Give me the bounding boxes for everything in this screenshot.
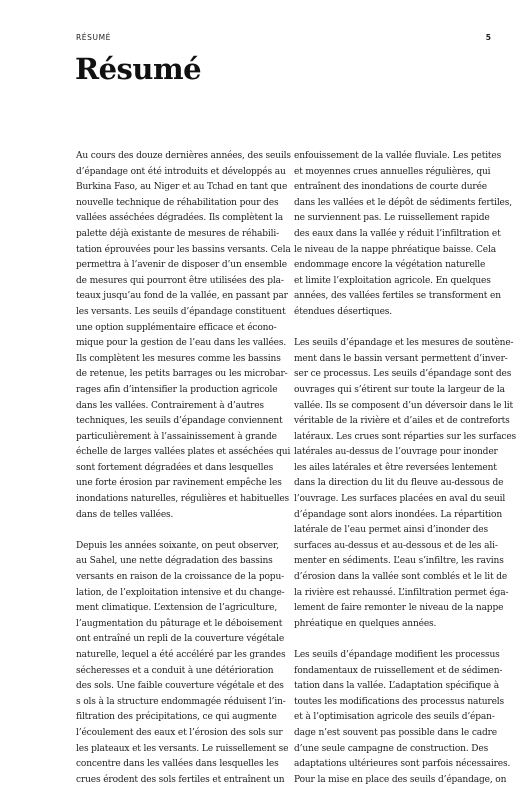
text-line: permettra à l’avenir de disposer d’un ensemble	[76, 260, 287, 271]
text-line: naturelle, lequel a été accéléré par les grandes	[76, 650, 286, 660]
text-line: techniques, les seuils d’épandage conviennent	[76, 416, 283, 427]
text-line: ne surviennent pas. Le ruissellement rapide	[294, 213, 490, 224]
text-line: latéraux. Les crues sont réparties sur les surfaces	[294, 431, 517, 442]
text-line: Pour la mise en place des seuils d’épandage, on	[294, 774, 507, 785]
page-number: 5	[485, 33, 491, 42]
text-line: teaux jusqu’au fond de la vallée, en passant par	[76, 291, 288, 302]
text-line: et à l’optimisation agricole des seuils d’épan-	[294, 712, 495, 723]
paragraph	[294, 336, 517, 632]
text-line: Au cours des douze dernières années, des seuils	[76, 151, 291, 161]
text-line: une option supplémentaire efficace et écono-	[76, 322, 277, 333]
text-line: rages afin d’intensifier la production agricole	[76, 384, 278, 395]
text-line: et moyennes crues annuelles régulières, qui	[294, 166, 491, 177]
text-line: lement de faire remonter le niveau de la nappe	[294, 603, 504, 614]
text-line: endommage encore la végétation naturelle	[294, 260, 486, 271]
text-line: véritable de la rivière et d’ailes et de contreforts	[294, 416, 510, 427]
text-line: l’écoulement des eaux et l’érosion des sols sur	[76, 727, 283, 738]
text-line: inondations naturelles, régulières et habituelles	[76, 494, 290, 505]
text-line: les versants. Les seuils d’épandage constituent	[76, 306, 286, 317]
text-line: latérale de l’eau permet ainsi d’inonder des	[294, 525, 488, 536]
text-line: d’épandage ont été introduits et développés au	[76, 166, 286, 177]
text-line: étendues désertiques.	[294, 306, 392, 317]
text-line: dans les vallées et le dépôt de sédiments fertiles,	[294, 197, 512, 208]
text-line: toutes les modifications des processus naturels	[294, 696, 505, 707]
text-line: s ols à la structure endommagée réduisent l’in-	[76, 696, 286, 707]
text-line: Les seuils d’épandage et les mesures de soutène-	[294, 338, 514, 349]
text-line: surfaces au-dessus et au-dessous et de les ali-	[294, 540, 498, 551]
text-line: Ils complètent les mesures comme les bassins	[76, 353, 281, 364]
paragraph	[294, 149, 512, 321]
text-line: les plateaux et les versants. Le ruissellement se	[76, 743, 289, 754]
text-line: échelle de larges vallées plates et asséchées qui	[76, 447, 291, 458]
text-line: de retenue, les petits barrages ou les microbar-	[76, 369, 288, 380]
text-line: Depuis les années soixante, on peut observer,	[76, 540, 279, 551]
text-line: et limite l’exploitation agricole. En quelques	[294, 275, 491, 286]
text-line: le niveau de la nappe phréatique baisse. Cela	[294, 244, 496, 255]
text-line: une forte érosion par ravinement empêche les	[76, 478, 282, 489]
text-line: la rivière est rehaussé. L’infiltration permet éga-	[294, 587, 509, 598]
text-line: d’érosion dans la vallée sont comblés et le lit de	[294, 572, 508, 583]
text-line: vallées asséchées dégradées. Ils complètent la	[76, 213, 284, 224]
text-line: dans de telles vallées.	[76, 509, 174, 520]
text-line: ont entraîné un repli de la couverture végétale	[76, 634, 285, 645]
text-line: vallée. Ils se composent d’un déversoir dans le lit	[294, 400, 514, 411]
text-line: lation, de l’exploitation intensive et du change-	[76, 587, 285, 598]
text-line: d’épandage sont alors inondées. La répartition	[294, 509, 503, 520]
text-line: des sols. Une faible couverture végétale et des	[76, 681, 284, 692]
text-line: latérales au-dessus de l’ouvrage pour inonder	[294, 447, 498, 458]
text-line: nouvelle technique de réhabilitation pour des	[76, 197, 279, 208]
text-line: versants en raison de la croissance de la popu-	[76, 572, 285, 583]
text-line: au Sahel, une nette dégradation des bassins	[76, 556, 273, 567]
left-text-column	[76, 149, 291, 804]
running-head: RÉSUMÉ	[76, 33, 112, 42]
text-line: concentre dans les vallées dans lesquelles les	[76, 759, 279, 770]
paragraph	[76, 149, 291, 523]
text-line: années, des vallées fertiles se transforment en	[294, 291, 501, 302]
text-line: enfouissement de la vallée fluviale. Les petites	[294, 151, 502, 161]
text-line: adaptations ultérieures sont parfois nécessaires.	[294, 759, 511, 770]
text-line: d’une seule campagne de construction. Des	[294, 743, 489, 754]
text-line: des eaux dans la vallée y réduit l’infiltration et	[294, 228, 501, 239]
text-line: menter en sédiments. L’eau s’infiltre, les ravins	[294, 556, 504, 567]
text-line: ment climatique. L’extension de l’agriculture,	[76, 603, 278, 614]
text-line: filtration des précipitations, ce qui augmente	[76, 712, 277, 723]
text-line: mique pour la gestion de l’eau dans les vallées.	[76, 338, 287, 349]
text-line: Les seuils d’épandage modifient les processus	[294, 650, 500, 660]
page-title: Résumé	[75, 52, 202, 86]
text-line: ment dans le bassin versant permettent d’inver-	[294, 353, 508, 364]
paragraph	[76, 539, 289, 789]
text-line: ouvrages qui s’étirent sur toute la largeur de la	[294, 384, 505, 395]
text-line: dans la direction du lit du fleuve au-dessous de	[294, 478, 504, 489]
text-line: particulièrement à l’assainissement à grande	[76, 431, 277, 442]
text-line: crues érodent des sols fertiles et entraînent un	[76, 774, 285, 785]
text-line: les ailes latérales et être reversées lentement	[294, 462, 497, 473]
text-line: sont fortement dégradées et dans lesquelles	[76, 462, 274, 473]
text-line: palette déjà existante de mesures de réhabili-	[76, 228, 280, 239]
text-line: Burkina Faso, au Niger et au Tchad en tant que	[76, 182, 288, 193]
text-line: sécheresses et a conduit à une détérioration	[76, 665, 274, 676]
text-line: ser ce processus. Les seuils d’épandage sont des	[294, 369, 512, 380]
text-line: dans les vallées. Contrairement à d’autres	[76, 400, 264, 411]
text-line: dage n’est souvent pas possible dans le cadre	[294, 727, 498, 738]
text-line: entraînent des inondations de courte durée	[294, 182, 488, 193]
text-line: l’augmentation du pâturage et le déboisement	[76, 618, 283, 629]
text-line: l’ouvrage. Les surfaces placées en aval du seuil	[294, 494, 506, 505]
text-line: fondamentaux de ruissellement et de sédimen-	[294, 665, 503, 676]
text-line: tation dans la vallée. L’adaptation spécifique à	[294, 681, 499, 692]
text-line: tation éprouvées pour les bassins versants. Cela	[76, 244, 291, 255]
right-text-column	[294, 149, 517, 804]
paragraph	[294, 648, 511, 788]
text-line: phréatique en quelques années.	[294, 618, 437, 629]
text-line: de mesures qui pourront être utilisées des pla-	[76, 275, 284, 286]
